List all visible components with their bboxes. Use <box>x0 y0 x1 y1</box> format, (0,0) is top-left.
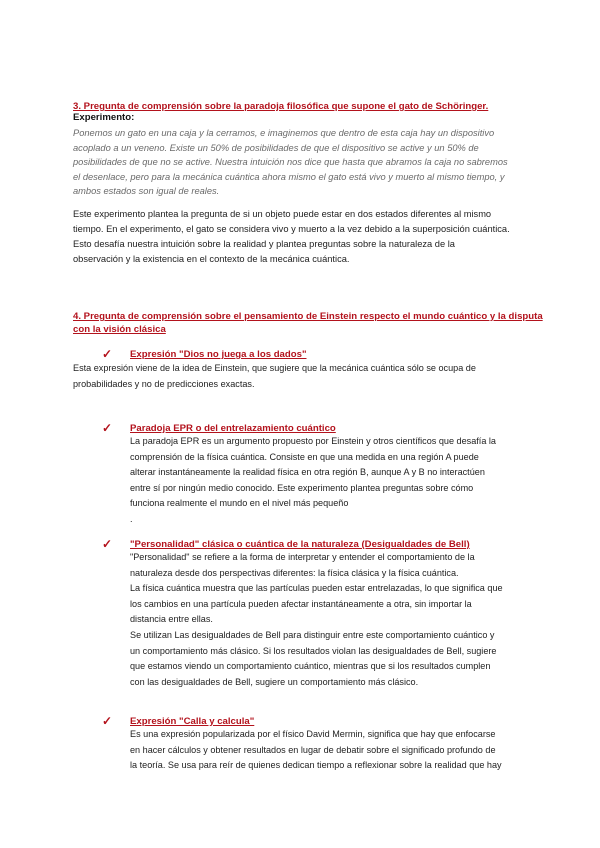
text-line: Se utilizan Las desigualdades de Bell para distinguir entre este comportamiento cuántico y <box>130 629 495 640</box>
text-line: naturaleza desde dos perspectivas diferentes: la física clásica y la física cuántica. <box>130 567 459 578</box>
checkmark-icon: ✓ <box>102 714 113 728</box>
item-body-calla-y-calcula <box>130 727 522 774</box>
text-line: Esta expresión viene de la idea de Einstein, que sugiere que la mecánica cuántica sólo se ocupa de <box>73 363 476 373</box>
text-line: un comportamiento más clásico. Si los resultados violan las desigualdades de Bell, sugiere <box>130 645 497 656</box>
heading-line: con la visión clásica <box>73 324 166 335</box>
checkmark-icon: ✓ <box>102 421 113 435</box>
text-line: Este experimento plantea la pregunta de si un objeto puede estar en dos estados diferentes al mismo <box>73 209 492 219</box>
text-line: Es una expresión popularizada por el físico David Mermin, significa que hay que enfocarse <box>130 729 496 739</box>
text-line: La paradoja EPR es un argumento propuesto por Einstein y otros científicos que desafía la <box>130 436 496 446</box>
item-title-desigualdades-bell: "Personalidad" clásica o cuántica de la naturaleza (Desigualdades de Bell) <box>130 539 470 550</box>
text-line: ambos estados son igual de reales. <box>73 186 220 197</box>
item-title-dios-no-juega: Expresión "Dios no juega a los dados" <box>130 349 307 360</box>
text-line: en hacer cálculos y obtener resultados en lugar de debatir sobre el significado profundo de <box>130 744 496 755</box>
experiment-subheading: Experimento: <box>73 112 135 123</box>
text-line: el desenlace, pero para la mecánica cuántica ahora mismo el gato está vivo y muerto al mismo tiempo, y <box>73 171 505 182</box>
text-line: funciona realmente el mundo en el nivel más pequeño <box>130 498 349 509</box>
item-body-desigualdades-bell <box>130 550 522 690</box>
heading-line: 4. Pregunta de comprensión sobre el pensamiento de Einstein respecto el mundo cuántico y la disputa <box>73 311 543 322</box>
item-body-paradoja-epr <box>130 434 522 528</box>
item-title-calla-y-calcula: Expresión "Calla y calcula" <box>130 716 255 727</box>
text-line: probabilidades y no de predicciones exactas. <box>73 378 255 389</box>
item-title-paradoja-epr: Paradoja EPR o del entrelazamiento cuántico <box>130 423 336 434</box>
text-line: Esto desafía nuestra intuición sobre la realidad y plantea preguntas sobre la naturaleza de la <box>73 239 455 249</box>
checkmark-icon: ✓ <box>102 347 113 361</box>
text-line: Ponemos un gato en una caja y la cerramos, e imaginemos que dentro de esta caja hay un dispositivo <box>73 128 495 138</box>
item-body-dios-no-juega <box>73 361 518 392</box>
text-line: la teoría. Se usa para reír de quienes dedican tiempo a reflexionar sobre la realidad que hay <box>130 760 502 771</box>
checkmark-icon: ✓ <box>102 537 113 551</box>
text-line: distancia entre ellas. <box>130 614 213 625</box>
text-line: comprensión de la física cuántica. Consiste en que una medida en una región A puede <box>130 451 479 462</box>
text-line: . <box>130 513 133 524</box>
section-4-heading <box>73 310 543 336</box>
text-line: con las desigualdades de Bell, sugiere un comportamiento más clásico. <box>130 676 419 687</box>
experiment-description <box>73 126 518 199</box>
text-line: los cambios en una partícula pueden afectar instantáneamente a otra, sin importar la <box>130 598 472 609</box>
text-line: que estamos viendo un comportamiento cuántico, mientras que si los resultados cumplen <box>130 661 491 672</box>
text-line: observación y la existencia en el contexto de la mecánica cuántica. <box>73 254 350 264</box>
text-line: entre sí por ningún medio conocido. Este experimento plantea preguntas sobre cómo <box>130 482 474 493</box>
text-line: tiempo. En el experimento, el gato se considera vivo y muerto a la vez debido a la superposición cuántica. <box>73 224 510 234</box>
text-line: posibilidades de que no se active. Nuestra intuición nos dice que hasta que abramos la caja no sabremos <box>73 157 508 168</box>
text-line: alterar instantáneamente la realidad física en otra región B, aunque A y B no interactúen <box>130 467 485 478</box>
text-line: acoplado a un veneno. Existe un 50% de posibilidades de que el dispositivo se active y un 50% de <box>73 142 479 153</box>
text-line: "Personalidad" se refiere a la forma de interpretar y entender el comportamiento de la <box>130 552 475 562</box>
text-line: La física cuántica muestra que las partículas pueden estar entrelazadas, lo que significa que <box>130 583 503 594</box>
experiment-explanation <box>73 207 518 267</box>
section-3-heading: 3. Pregunta de comprensión sobre la paradoja filosófica que supone el gato de Schöringer. <box>73 101 489 112</box>
